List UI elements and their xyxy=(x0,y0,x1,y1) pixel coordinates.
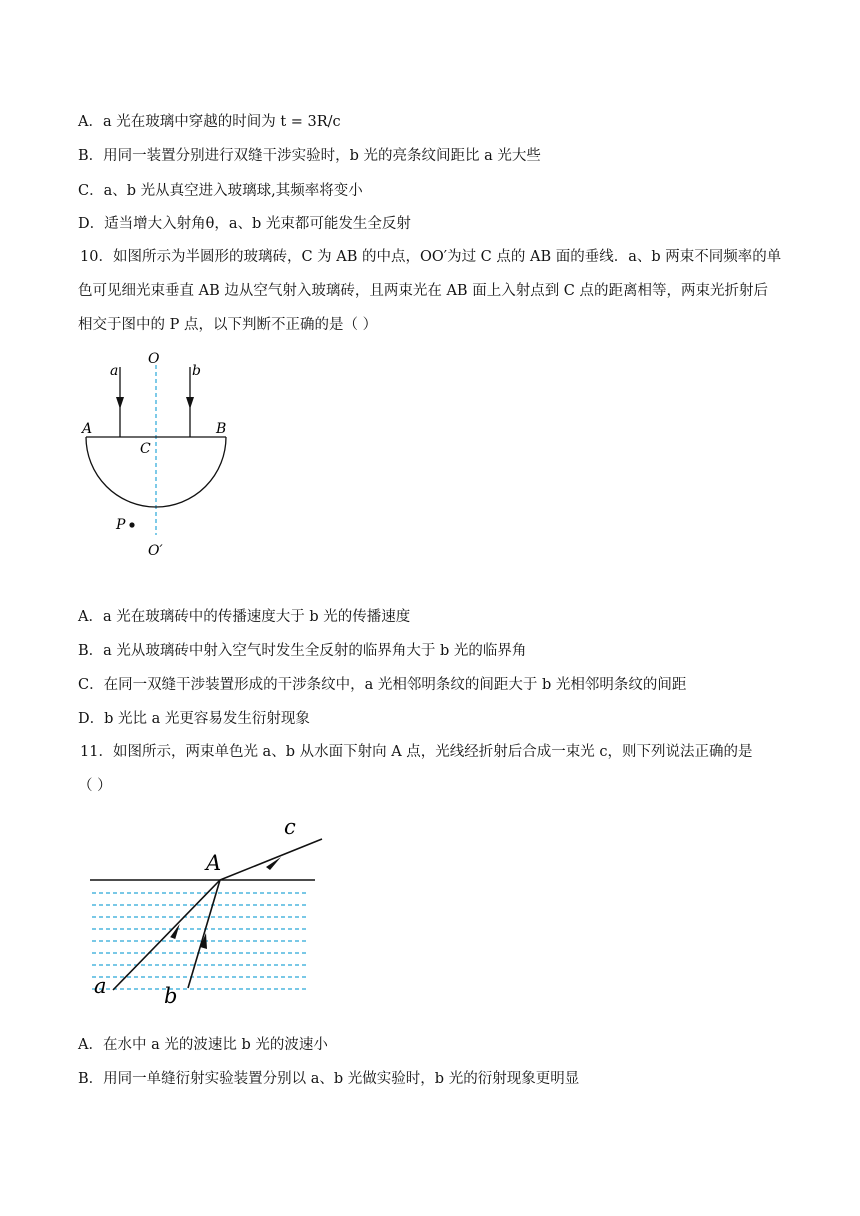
ray-a-arrow-icon xyxy=(116,397,124,409)
q9-option-a: A．a 光在玻璃中穿越的时间为 t = 3R/c xyxy=(78,114,341,130)
q9-option-d: D．适当增大入射角θ，a、b 光束都可能发生全反射 xyxy=(78,216,411,232)
point-p xyxy=(129,522,134,527)
label-b: b xyxy=(164,984,178,1008)
q10-stem-line2: 色可见细光束垂直 AB 边从空气射入玻璃砖，且两束光在 AB 面上入射点到 C 点的距离相等，两束光折射后 xyxy=(78,283,768,299)
q10-option-b: B．a 光从玻璃砖中射入空气时发生全反射的临界角大于 b 光的临界角 xyxy=(78,643,527,659)
label-o-prime: O′ xyxy=(148,543,163,559)
q11-option-a: A．在水中 a 光的波速比 b 光的波速小 xyxy=(78,1037,328,1053)
q11-figure xyxy=(80,808,330,1008)
q10-option-d: D．b 光比 a 光更容易发生衍射现象 xyxy=(78,711,310,727)
label-p: P xyxy=(116,517,126,533)
ray-b-arrow-icon xyxy=(186,397,194,409)
label-a: a xyxy=(110,363,119,379)
ray-c xyxy=(220,839,322,880)
q9-option-c: C．a、b 光从真空进入玻璃球,其频率将变小 xyxy=(78,183,363,199)
label-c: c xyxy=(284,815,296,839)
q10-option-a: A．a 光在玻璃砖中的传播速度大于 b 光的传播速度 xyxy=(78,609,411,625)
q10-figure xyxy=(78,345,248,565)
label-b: b xyxy=(192,363,201,379)
water-lines xyxy=(92,893,308,989)
label-c: C xyxy=(140,441,151,457)
q11-option-b: B．用同一单缝衍射实验装置分别以 a、b 光做实验时，b 光的衍射现象更明显 xyxy=(78,1071,580,1087)
label-b-point: B xyxy=(216,421,227,437)
label-o: O xyxy=(148,351,160,367)
q11-stem-line1: 11．如图所示，两束单色光 a、b 从水面下射向 A 点，光线经折射后合成一束光 c，则下列说法正确的是 xyxy=(80,744,753,760)
q10-stem-line1: 10．如图所示为半圆形的玻璃砖，C 为 AB 的中点，OO′为过 C 点的 AB 面的垂线．a、b 两束不同频率的单 xyxy=(80,249,782,265)
q10-option-c: C．在同一双缝干涉装置形成的干涉条纹中，a 光相邻明条纹的间距大于 b 光相邻明条纹的间距 xyxy=(78,677,687,693)
q11-stem-line2: （ ） xyxy=(78,778,112,794)
label-a-point: A xyxy=(206,851,222,875)
label-a-point: A xyxy=(82,421,93,437)
q9-option-b: B．用同一装置分别进行双缝干涉实验时，b 光的亮条纹间距比 a 光大些 xyxy=(78,148,541,164)
label-a: a xyxy=(94,974,107,998)
q10-stem-line3: 相交于图中的 P 点，以下判断不正确的是（ ） xyxy=(78,317,378,333)
